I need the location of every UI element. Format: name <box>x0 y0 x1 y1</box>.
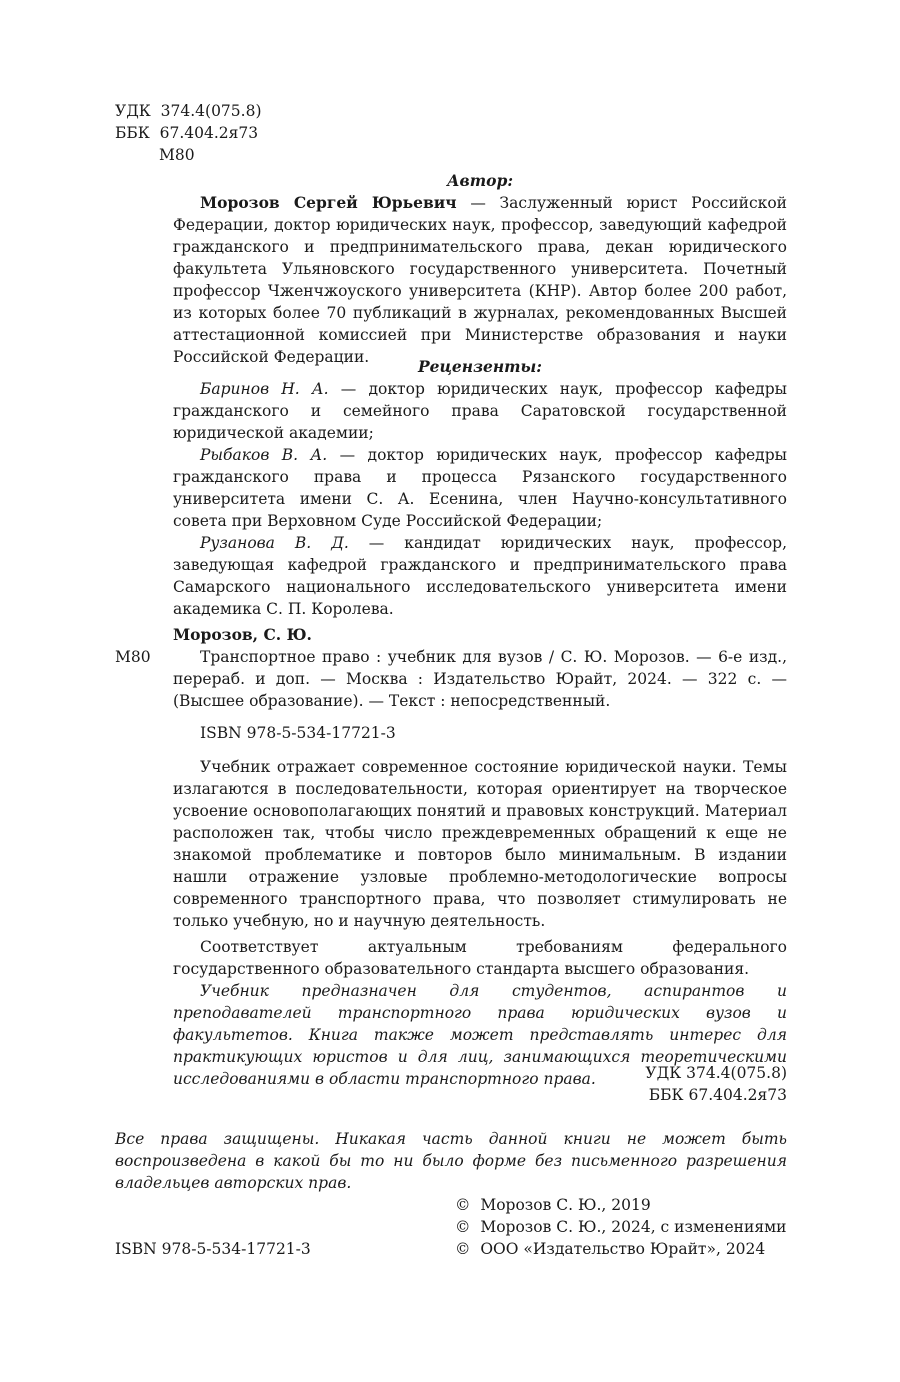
annotation-paragraph: Учебник отражает современное состояние юридической науки. Темы излагаются в последовательности, которая ориентирует на творческое усвоение основополагающих понятий и правовых конструкций. Материал расположен так, чтобы число преждевременных обращений к еще не знакомой проблематике и повторов было минимальным. В издании нашли отражение узловые проблемно-методологические вопросы современного транспортного права, что позволяет стимулировать не только учебную, но и научную деятельность. <box>173 758 787 930</box>
reviewer-name: Рузанова В. Д. <box>200 534 349 552</box>
catalog-isbn: ISBN 978-5-534-17721-3 <box>200 724 396 742</box>
reviewers-heading: Рецензенты: <box>417 357 543 376</box>
reviewer-name: Рыбаков В. А. <box>200 446 328 464</box>
annotation-paragraph: Соответствует актуальным требованиям федерального государственного образовательного стандарта высшего образования. <box>173 938 787 978</box>
author-heading: Автор: <box>446 171 514 190</box>
copyright-list <box>455 1194 787 1260</box>
bbk-code: ББК 67.404.2я73 <box>115 124 259 142</box>
author-bio-text: — Заслуженный юрист Российской Федерации, доктор юридических наук, профессор, заведующий кафедрой гражданского и предпринимательского права, декан юридического факультета Ульяновского государственного университета. Почетный профессор Чженчжоуского университета (КНР). Автор более 200 работ, из которых более 70 публикаций в журналах, рекомендованных Высшей аттестационной комиссией при Министерстве образования и науки Российской Федерации. <box>173 194 787 366</box>
reviewer-text: — доктор юридических наук, профессор кафедры гражданского и семейного права Саратовской государственной юридической академии; <box>173 380 787 442</box>
classification-block <box>115 100 262 166</box>
author-name: Морозов Сергей Юрьевич <box>200 193 457 212</box>
rights-notice: Все права защищены. Никакая часть данной книги не может быть воспроизведена в какой бы то ни было форме без письменного разрешения владельцев авторских прав. <box>115 1130 787 1192</box>
reviewer-text: — кандидат юридических наук, профессор, заведующая кафедрой гражданского и предпринимательского права Самарского национального исследовательского университета имени академика С. П. Королева. <box>173 534 787 618</box>
annotation <box>173 756 787 1090</box>
copyright-line: © Морозов С. Ю., 2024, с изменениями <box>455 1218 787 1236</box>
catalog-mark: М80 <box>115 648 151 666</box>
udk-code-bottom: УДК 374.4(075.8) <box>645 1064 787 1082</box>
copyright-line: © Морозов С. Ю., 2019 <box>455 1196 651 1214</box>
copyright-line: © ООО «Издательство Юрайт», 2024 <box>455 1240 766 1258</box>
catalog-description: Транспортное право : учебник для вузов / С. Ю. Морозов. — 6-е изд., перераб. и доп. — Москва : Издательство Юрайт, 2024. — 322 с. — (Высшее образование). — Текст : непосредственный. <box>173 648 787 710</box>
annotation-paragraph: Учебник предназначен для студентов, аспирантов и преподавателей транспортного права юридических вузов и факультетов. Книга также может представлять интерес для практикующих юристов и для лиц, занимающихся теоретическими исследованиями в области транспортного права. <box>173 982 787 1088</box>
footer-isbn: ISBN 978-5-534-17721-3 <box>115 1240 311 1258</box>
author-bio <box>173 192 787 368</box>
reviewer-item <box>173 378 787 444</box>
reviewer-item <box>173 444 787 532</box>
reviewers-list <box>173 378 787 620</box>
classification-bottom <box>173 1062 787 1106</box>
catalog-author: Морозов, С. Ю. <box>173 625 312 644</box>
reviewer-item <box>173 532 787 620</box>
reviewer-name: Баринов Н. А. <box>200 380 329 398</box>
udk-code: УДК 374.4(075.8) <box>115 102 262 120</box>
author-mark: М80 <box>159 146 195 164</box>
reviewer-text: — доктор юридических наук, профессор кафедры гражданского права и процесса Рязанского государственного университета имени С. А. Есенина, член Научно-консультативного совета при Верховном Суде Российской Федерации; <box>173 446 787 530</box>
bbk-code-bottom: ББК 67.404.2я73 <box>648 1086 787 1104</box>
